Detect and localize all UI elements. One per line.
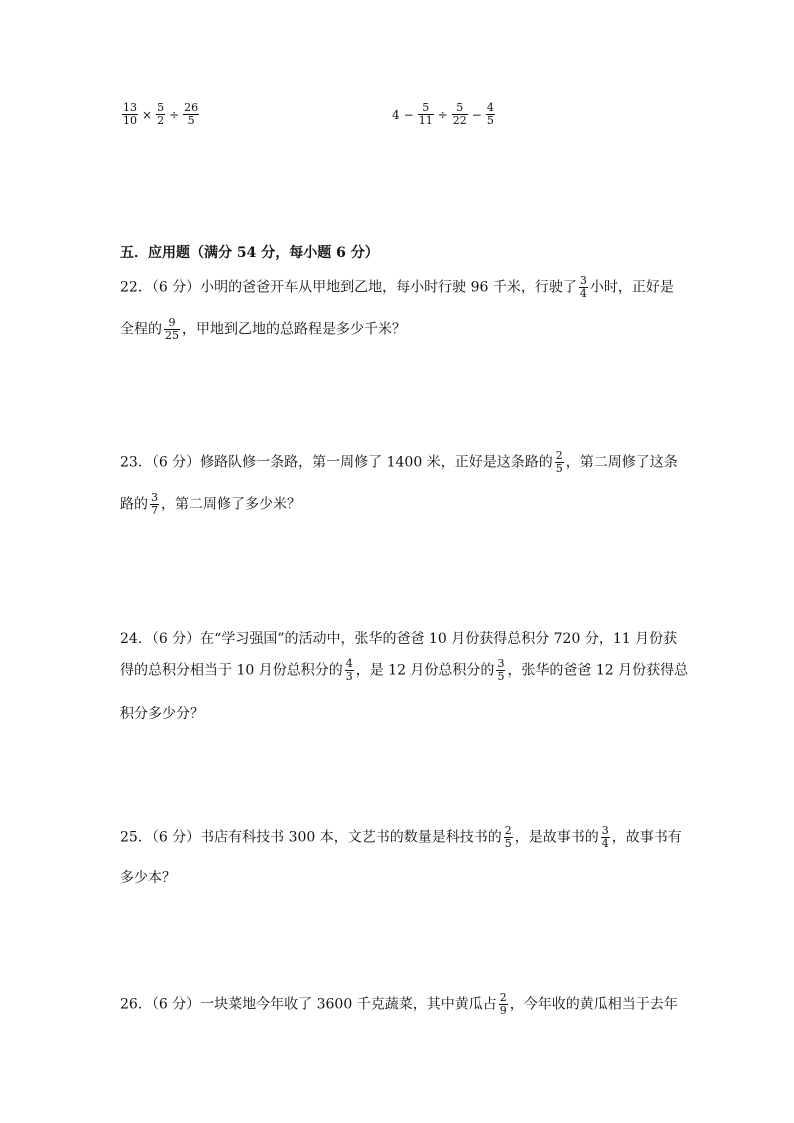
question-25-line-2: 多少本？ [120, 870, 176, 886]
operator: ÷ [169, 107, 180, 122]
fraction: $\frac{2}{5}$ [555, 449, 563, 475]
fraction: $\frac{3}{4}$ [579, 274, 587, 300]
fraction: $\frac{4}{5}$ [486, 101, 494, 127]
question-24-line-1: 24．（6 分）在“学习强国”的活动中，张华的爸爸 10 月份获得总积分 720 分，11 月份获 [120, 631, 678, 647]
operator: − [471, 107, 482, 122]
question-23-line-1: 23．（6 分）修路队修一条路，第一周修了 1400 米，正好是这条路的 $\frac{2}{5}$ ，第二周修了这条 [120, 449, 678, 475]
operator: × [142, 107, 153, 122]
fraction: $\frac{5}{11}$ [418, 101, 433, 127]
question-24-line-3: 积分多少分？ [120, 706, 204, 722]
section-heading: 五．应用题（满分 54 分，每小题 6 分） [120, 245, 379, 261]
fraction: $\frac{4}{3}$ [345, 657, 353, 683]
fraction: $\frac{5}{22}$ [452, 101, 467, 127]
question-22-line-1: 22．（6 分）小明的爸爸开车从甲地到乙地，每小时行驶 96 千米，行驶了 $\frac{3}{4}$ 小时，正好是 [120, 274, 674, 300]
fraction: $\frac{9}{25}$ [165, 316, 179, 342]
fraction: $\frac{2}{9}$ [499, 991, 507, 1017]
question-23-line-2: 路的 $\frac{3}{7}$ ，第二周修了多少米？ [120, 491, 301, 517]
calc-expression-1 [120, 102, 201, 127]
question-24-line-2: 得的总积分相当于 10 月份总积分的 $\frac{4}{3}$ ，是 12 月份总积分的 $\frac{3}{5}$ ，张华的爸爸 12 月份获得总 [120, 657, 689, 683]
fraction: $\frac{3}{7}$ [151, 491, 158, 517]
operator: − [403, 107, 414, 122]
operator: ÷ [437, 107, 448, 122]
fraction: $\frac{3}{4}$ [601, 824, 609, 850]
question-25-line-1: 25．（6 分）书店有科技书 300 本，文艺书的数量是科技书的 $\frac{2}{5}$ ，是故事书的 $\frac{3}{4}$ ，故事书有 [120, 824, 682, 850]
operand: 4 [392, 107, 400, 122]
fraction: $\frac{26}{5}$ [184, 101, 199, 127]
fraction: $\frac{13}{10}$ [123, 101, 137, 127]
fraction: $\frac{2}{5}$ [504, 824, 512, 850]
fraction: $\frac{3}{5}$ [497, 657, 505, 683]
question-26-line-1: 26．（6 分）一块菜地今年收了 3600 千克蔬菜，其中黄瓜占 $\frac{2}{9}$ ，今年收的黄瓜相当于去年 [120, 991, 678, 1017]
fraction: $\frac{5}{2}$ [157, 101, 165, 127]
calc-expression-2 [390, 102, 497, 127]
question-22-line-2: 全程的 $\frac{9}{25}$ ，甲地到乙地的总路程是多少千米？ [120, 316, 406, 342]
